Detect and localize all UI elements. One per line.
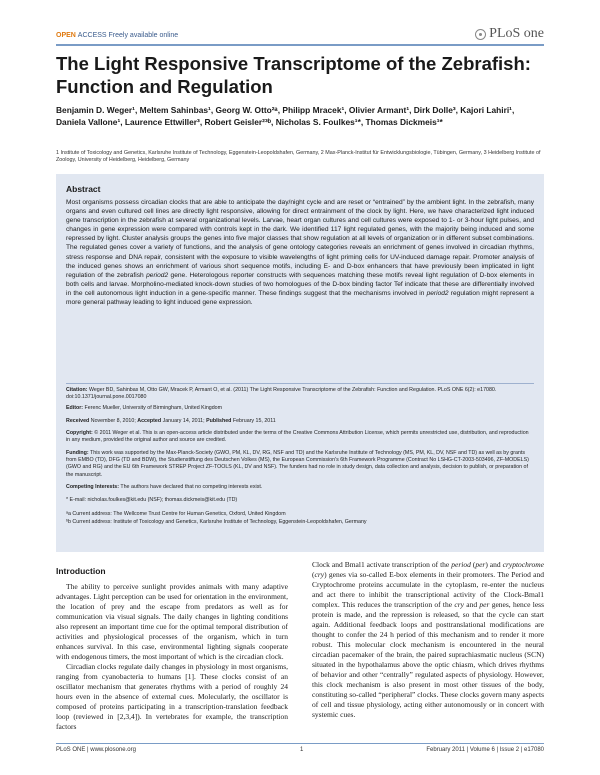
abstract-heading: Abstract bbox=[66, 184, 101, 194]
gene-name: per bbox=[475, 560, 486, 569]
text-run: ( bbox=[312, 570, 315, 579]
abstract-part: regulation might represent a more general pathway leading to light induced gene expression. bbox=[66, 289, 535, 307]
funding bbox=[66, 450, 534, 479]
footer-rule bbox=[56, 743, 544, 744]
paragraph: The ability to perceive sunlight provides animals with many adaptive advantages. Light perception can be used for orientation in the environment, the location of prey and the escape from predators as well as for communication via visual signals. The daily changes in lighting conditions also represent an important time cue for the optimal temporal distribution of activities and physiological processes of the organism, which in turn enhances survival. In this case, environmental lighting signals cooperate with endogenous timers, the most important of which is the circadian clock. bbox=[56, 582, 288, 661]
editor-text: Ferenc Mueller, University of Birmingham, United Kingdom bbox=[83, 405, 223, 411]
competing-interests bbox=[66, 484, 534, 491]
gene-name: period2 bbox=[426, 289, 449, 297]
gene-name: period bbox=[451, 560, 471, 569]
funding-label: Funding: bbox=[66, 450, 89, 456]
divider bbox=[66, 383, 534, 384]
body-column-left bbox=[56, 566, 288, 732]
accepted-label: Accepted bbox=[137, 418, 162, 424]
gene-name: cry bbox=[314, 570, 325, 579]
header-rule bbox=[56, 44, 544, 46]
editor-label: Editor: bbox=[66, 405, 84, 411]
competing-label: Competing Interests: bbox=[66, 484, 119, 490]
introduction-heading: Introduction bbox=[56, 566, 106, 576]
funding-text: This work was supported by the Max-Planck-Society (GWO, PM, KL, DV, RG, NSF and TD) and the Karlsruhe Institute of Technology (MS, PM, KL, DV, NSF and TD) as well as by grants from EMBO (TD), DFG (TD and BDW), the Studienstiftung des Deutschen Volkes (MS), the European Commission's 6th Framework Programme (Contract No LSHG-CT-2003-503496, ZF-MODELS) (GWO and RG) and the EU 6th Framework STREP Project ZF-TOOLS (KL, DV and NSF). The funders had no role in study design, data collection and analysis, decision to publish, or preparation of the manuscript. bbox=[66, 450, 529, 478]
published-label: Published bbox=[206, 418, 232, 424]
author-list: Benjamin D. Weger¹, Meltem Sahinbas¹, Georg W. Otto²ᵃ, Philipp Mracek¹, Olivier Armant¹, Dirk Dolle³, Kajori Lahiri¹, Daniela Vallone¹, Laurence Ettwiller³, Robert Geisler²³ᵇ, Nicholas S. Foulkes¹*, Thomas Dickmeis¹* bbox=[56, 105, 515, 127]
text-run: Clock and Bmal1 activate transcription of the bbox=[312, 560, 452, 569]
abstract-box bbox=[56, 174, 544, 552]
dates bbox=[66, 418, 534, 425]
header-bar bbox=[56, 28, 544, 44]
copyright-label: Copyright: bbox=[66, 430, 93, 436]
copyright bbox=[66, 430, 534, 444]
abstract-part: gene. Heterologous reporter constructs with sequences matching these motifs reveal light regulation of D-box elements in both cells and larvae. Morpholino-mediated knock-down studies of two homologues of the D-box binding factor Tef indicate that these are differentially involved in the cell autonomous light induction in a gene-specific manner. These findings suggest that the mechanisms involved in bbox=[66, 271, 534, 297]
published-date: February 15, 2011 bbox=[231, 418, 276, 424]
page-number: 1 bbox=[300, 747, 304, 753]
contact-email[interactable]: * E-mail: nicholas.foulkes@kit.edu (NSF); thomas.dickmeis@kit.edu (TD) bbox=[66, 497, 238, 503]
article-title: The Light Responsive Transcriptome of the Zebrafish: Function and Regulation bbox=[56, 53, 531, 97]
text-run: ) and bbox=[485, 560, 503, 569]
citation bbox=[66, 387, 534, 401]
open-access-tail: ACCESS Freely available online bbox=[77, 32, 179, 39]
paragraph bbox=[312, 560, 544, 720]
text-run: ( bbox=[470, 560, 476, 569]
citation-text: Weger BD, Sahinbas M, Otto GW, Mracek P, Armant O, et al. (2011) The Light Responsive Transcriptome of the Zebrafish: Function and Regulation. PLoS ONE 6(2): e17080. doi:10.1371/journal.pone.0017080 bbox=[66, 387, 497, 401]
competing-text: The authors have declared that no competing interests exist. bbox=[118, 484, 263, 490]
abstract-text bbox=[66, 198, 534, 307]
received-label: Received bbox=[66, 418, 90, 424]
footer-journal-url[interactable]: PLoS ONE | www.plosone.org bbox=[56, 747, 136, 753]
journal-name: PLoS one bbox=[489, 26, 544, 41]
gene-name: cryptochrome bbox=[502, 560, 544, 569]
open-access-word: OPEN bbox=[56, 32, 76, 39]
citation-label: Citation: bbox=[66, 387, 88, 393]
abstract-part: Most organisms possess circadian clocks that are able to anticipate the day/night cycle and are reset or “entrained” by the ambient light. In the zebrafish, many organs and even cultured cell lines are directly light responsive, allowing for direct entrainment of the clock by light. Here, we have characterized light induced gene transcription in the zebrafish at several organizational levels. Larvae, heart organ cultures and cell cultures were exposed to 1- or 3-hour light pulses, and changes in gene expression were compared with controls kept in the dark. We identified 117 light regulated genes, with the majority being induced and some repressed by light. Cluster analysis groups the genes into five major classes that show regulation at all levels of organization or in different subset combinations. The regulated genes cover a variety of functions, and the analysis of gene ontology categories reveals an enrichment of genes involved in circadian rhythms, stress response and DNA repair, consistent with the exposure to visible wavelengths of light priming cells for UV-induced damage repair. Promoter analysis of the induced genes shows an enrichment of various short sequence motifs, including E- and D-box enhancers that have previously been implicated in light regulation of the zebrafish bbox=[66, 199, 534, 279]
current-address-b: ᵇb Current address: Institute of Toxicology and Genetics, Karlsruhe Institute of Technology, Eggenstein-Leopoldshafen, Germany bbox=[66, 519, 367, 525]
open-access-badge bbox=[56, 32, 178, 39]
body-column-right bbox=[312, 560, 544, 720]
copyright-text: © 2011 Weger et al. This is an open-access article distributed under the terms of the Creative Commons Attribution License, which permits unrestricted use, distribution, and reproduction in any medium, provided the original author and source are credited. bbox=[66, 430, 529, 444]
journal-logo[interactable] bbox=[475, 26, 544, 42]
gene-name: period2 bbox=[146, 271, 169, 279]
accepted-date: January 14, 2011; bbox=[161, 418, 207, 424]
received-date: November 8, 2010; bbox=[89, 418, 138, 424]
plos-logo-icon bbox=[475, 29, 486, 40]
text-run: and bbox=[463, 600, 480, 609]
text-run: ) genes via so-called E-box elements in their promoters. The Period and Cryptochrome proteins accumulate in the cytoplasm, re-enter the nucleus and act there to inhibit the transcriptional activity of the Clock-Bmal1 complex. This reduces the transcription of the bbox=[312, 570, 544, 609]
text-run: genes, hence less protein is made, and the repression is released, so that the cycle can start again. Additional feedback loops and posttranslational modifications are thought to confer the 24 h period of this mechanism and to render it more robust. This molecular clock mechanism is encountered in the neural circadian pacemaker of the brain, the paired suprachiasmatic nucleus (SCN) situated in the hypothalamus above the optic chiasm, which drives rhythms of behavior and other “centrally” regulated aspects of physiology. However, this clock mechanism is also present in most other tissues of the body, constituting so-called “peripheral” clocks. These clocks govern many aspects of cell and tissue physiology, acting either autonomously or in concert with systemic cues. bbox=[312, 600, 544, 719]
paragraph: Circadian clocks regulate daily changes in physiology in most organisms, ranging from cyanobacteria to humans [1]. These clocks consist of an oscillator mechanism that generates rhythms with a period of roughly 24 hours even in the absence of external cues. Molecularly, the oscillator is composed of proteins participating in a transcription-translation feedback loop (reviewed in [2,3,4]). In vertebrates for example, the transcription factors bbox=[56, 662, 288, 731]
current-address-a: ᵃa Current address: The Wellcome Trust Centre for Human Genetics, Oxford, United Kingdom bbox=[66, 511, 286, 517]
footer-issue: February 2011 | Volume 6 | Issue 2 | e17080 bbox=[426, 747, 544, 753]
editor bbox=[66, 405, 534, 412]
gene-name: per bbox=[479, 600, 490, 609]
gene-name: cry bbox=[454, 600, 464, 609]
affiliations: 1 Institute of Toxicology and Genetics, Karlsruhe Institute of Technology, Eggenstein-Leopoldshafen, Germany, 2 Max-Planck-Institut für Entwicklungsbiologie, Tübingen, Germany, 3 Heidelberg Institute of Zoology, University of Heidelberg, Heidelberg, Germany bbox=[56, 150, 541, 164]
